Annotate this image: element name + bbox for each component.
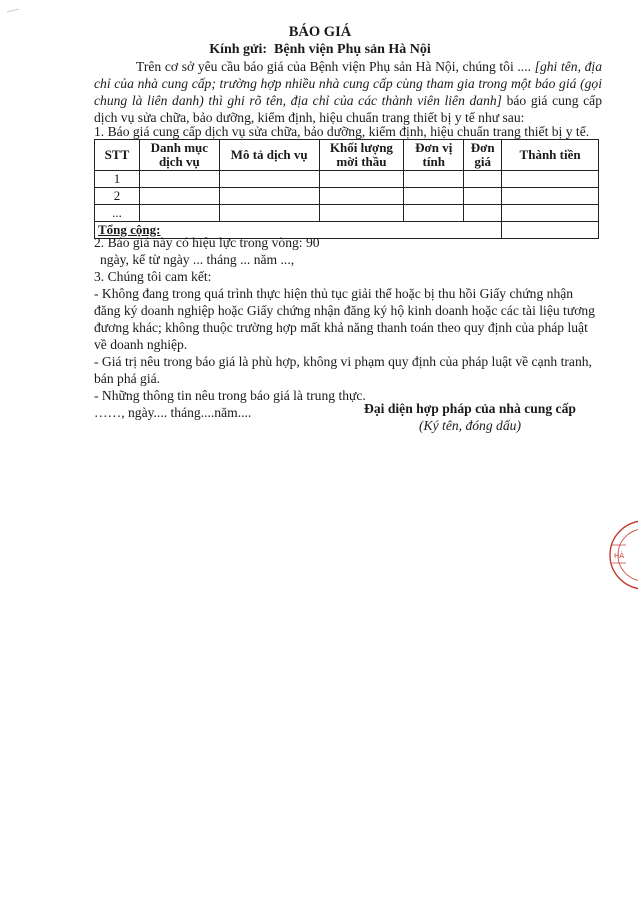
seal-stamp-icon (598, 515, 638, 595)
table-row (95, 188, 599, 205)
header-unit: Đơn vị tính (404, 140, 464, 171)
table-row (95, 171, 599, 188)
document-body (94, 234, 602, 421)
document-title: BÁO GIÁ (288, 24, 352, 40)
validity-line: 2. Báo giá này có hiệu lực trong vòng: 90 (94, 235, 320, 250)
table-header-row (95, 140, 599, 171)
header-unit-price: Đơn giá (464, 140, 502, 171)
date-line: ……, ngày.... tháng....năm.... (94, 405, 252, 420)
row-number: 2 (95, 188, 140, 205)
header-service-description: Mô tả dịch vụ (219, 140, 319, 171)
intro-text-end: báo giá cung cấp dịch vụ sửa chữa, bảo dưỡng, kiểm định, hiệu chuẩn trang thiết bị y tế như sau: (94, 93, 602, 125)
commitment-item: - Không đang trong quá trình thực hiện thủ tục giải thể hoặc bị thu hồi Giấy chứng nhận đăng ký doanh nghiệp hoặc Giấy chứng nhận đăng ký hộ kinh doanh hoặc các tài liệu tương đương khác; không thuộc trường hợp mất khả năng thanh toán theo quy định của pháp luật về doanh nghiệp. (94, 286, 595, 352)
intro-instruction: [ghi tên, địa chỉ của nhà cung cấp; trường hợp nhiều nhà cung cấp cùng tham gia trong một báo giá (gọi chung là liên danh) thì ghi rõ tên, địa chỉ của các thành viên liên danh] (94, 59, 602, 108)
commitment-item: - Giá trị nêu trong báo giá là phù hợp, không vi phạm quy định của pháp luật về cạnh tranh, bán phá giá. (94, 354, 592, 386)
commitment-heading: 3. Chúng tôi cam kết: (94, 269, 212, 284)
header-service-list: Danh mục dịch vụ (139, 140, 219, 171)
signer-role: Đại diện hợp pháp của nhà cung cấp (364, 401, 576, 416)
table-row (95, 205, 599, 222)
commitment-item: - Những thông tin nêu trong báo giá là trung thực. (94, 388, 366, 403)
recipient-name: Bệnh viện Phụ sản Hà Nội (274, 42, 431, 57)
total-label: Tổng cộng: (95, 222, 502, 239)
signature-block (320, 400, 620, 434)
header-quantity: Khối lượng mời thầu (319, 140, 404, 171)
row-number: ... (95, 205, 140, 222)
header-amount: Thành tiền (502, 140, 599, 171)
header-stt: STT (95, 140, 140, 171)
recipient-line (0, 42, 640, 58)
stamp-text: HÀ (614, 552, 625, 560)
intro-paragraph (94, 58, 602, 126)
quote-table (94, 139, 599, 239)
scan-mark-icon (6, 8, 20, 14)
validity-date-line: ngày, kể từ ngày ... tháng ... năm ..., (100, 252, 295, 267)
intro-text-start: Trên cơ sở yêu cầu báo giá của Bệnh viện Phụ sản Hà Nội, chúng tôi .... (136, 59, 535, 74)
recipient-label: Kính gửi: (209, 42, 268, 57)
signer-note: (Ký tên, đóng dấu) (419, 418, 521, 433)
row-number: 1 (95, 171, 140, 188)
section-1-heading: 1. Báo giá cung cấp dịch vụ sửa chữa, bảo dưỡng, kiểm định, hiệu chuẩn trang thiết bị y tế. (94, 124, 590, 139)
